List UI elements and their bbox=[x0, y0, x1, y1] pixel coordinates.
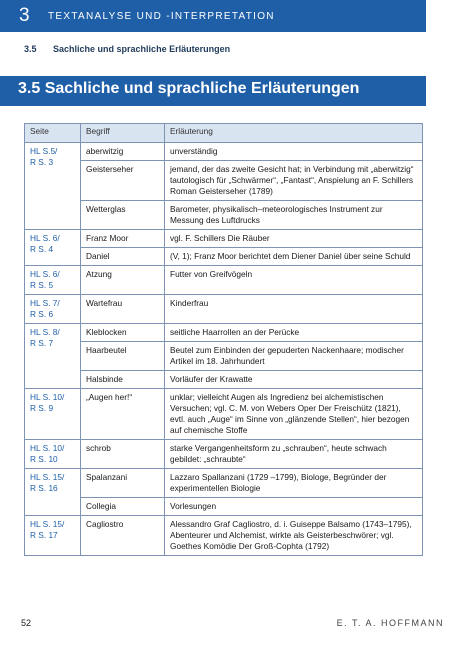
cell-erlaeuterung: Alessandro Graf Cagliostro, d. i. Guiseppe Balsamo (1743–1795), Abenteurer und Alchemist, wirkte als Geisterbeschwörer; vgl. Goethes Komödie Der Groß-Cophta (1792) bbox=[165, 516, 423, 556]
cell-begriff: Collegia bbox=[81, 498, 165, 516]
table-row bbox=[25, 440, 423, 469]
table-row bbox=[25, 295, 423, 324]
chapter-title: TEXTANALYSE UND -INTERPRETATION bbox=[48, 11, 275, 22]
section-number: 3.5 bbox=[24, 44, 37, 54]
table-row bbox=[25, 248, 423, 266]
cell-seite: HL S. 6/ R S. 5 bbox=[25, 266, 81, 295]
page-number: 52 bbox=[21, 618, 32, 628]
cell-erlaeuterung: Beutel zum Einbinden der gepuderten Nackenhaare; modischer Artikel im 18. Jahrhundert bbox=[165, 342, 423, 371]
table-row bbox=[25, 201, 423, 230]
cell-seite: HL S. 15/ R S. 16 bbox=[25, 469, 81, 516]
cell-erlaeuterung: Vorlesungen bbox=[165, 498, 423, 516]
cell-erlaeuterung: Barometer, physikalisch–meteorologisches Instrument zur Messung des Luftdrucks bbox=[165, 201, 423, 230]
cell-begriff: Wartefrau bbox=[81, 295, 165, 324]
column-header-seite: Seite bbox=[25, 124, 81, 143]
table-row bbox=[25, 161, 423, 201]
cell-seite: HL S.5/ R S. 3 bbox=[25, 143, 81, 230]
footer-author: E. T. A. HOFFMANN bbox=[336, 618, 444, 628]
cell-begriff: Kleblocken bbox=[81, 324, 165, 342]
column-header-begriff: Begriff bbox=[81, 124, 165, 143]
chapter-header-bar bbox=[0, 0, 426, 32]
table-row bbox=[25, 469, 423, 498]
cell-erlaeuterung: (V, 1); Franz Moor berichtet dem Diener Daniel über seine Schuld bbox=[165, 248, 423, 266]
glossary-table-body bbox=[25, 143, 423, 556]
table-row bbox=[25, 498, 423, 516]
cell-erlaeuterung: starke Vergangenheitsform zu „schrauben“, heute schwach gebildet: „schraubte“ bbox=[165, 440, 423, 469]
table-row bbox=[25, 324, 423, 342]
table-row bbox=[25, 230, 423, 248]
cell-seite: HL S. 15/ R S. 17 bbox=[25, 516, 81, 556]
section-subheading bbox=[24, 44, 230, 54]
cell-erlaeuterung: Kinderfrau bbox=[165, 295, 423, 324]
cell-begriff: Atzung bbox=[81, 266, 165, 295]
cell-erlaeuterung: Futter von Greifvögeln bbox=[165, 266, 423, 295]
cell-begriff: Spalanzani bbox=[81, 469, 165, 498]
cell-erlaeuterung: vgl. F. Schillers Die Räuber bbox=[165, 230, 423, 248]
cell-seite: HL S. 6/ R S. 4 bbox=[25, 230, 81, 266]
section-title: Sachliche und sprachliche Erläuterungen bbox=[53, 44, 231, 54]
cell-begriff: Franz Moor bbox=[81, 230, 165, 248]
cell-begriff: Haarbeutel bbox=[81, 342, 165, 371]
cell-begriff: Cagliostro bbox=[81, 516, 165, 556]
cell-erlaeuterung: Vorläufer der Krawatte bbox=[165, 371, 423, 389]
cell-begriff: Geisterseher bbox=[81, 161, 165, 201]
cell-erlaeuterung: seitliche Haarrollen an der Perücke bbox=[165, 324, 423, 342]
table-row bbox=[25, 342, 423, 371]
cell-begriff: aberwitzig bbox=[81, 143, 165, 161]
section-banner bbox=[0, 76, 426, 106]
cell-begriff: Halsbinde bbox=[81, 371, 165, 389]
glossary-table bbox=[24, 123, 423, 556]
cell-erlaeuterung: unverständig bbox=[165, 143, 423, 161]
cell-seite: HL S. 10/ R S. 10 bbox=[25, 440, 81, 469]
table-row bbox=[25, 389, 423, 440]
column-header-erlaeuterung: Erläuterung bbox=[165, 124, 423, 143]
table-row bbox=[25, 371, 423, 389]
cell-seite: HL S. 8/ R S. 7 bbox=[25, 324, 81, 389]
cell-begriff: „Augen her!“ bbox=[81, 389, 165, 440]
cell-begriff: schrob bbox=[81, 440, 165, 469]
cell-erlaeuterung: jemand, der das zweite Gesicht hat; in Verbindung mit „aberwitzig“ tautologisch für „Schwärmer“, „Fantast“, Anspielung an F. Schillers Roman Geisterseher (1789) bbox=[165, 161, 423, 201]
chapter-number: 3 bbox=[19, 5, 30, 26]
table-row bbox=[25, 266, 423, 295]
cell-seite: HL S. 10/ R S. 9 bbox=[25, 389, 81, 440]
cell-erlaeuterung: unklar; vielleicht Augen als Ingredienz bei alchemistischen Versuchen; vgl. C. M. von Webers Oper Der Freischütz (1821), evtl. auch „Auge“ im Sinne von „glänzende Stellen“, hier bezogen auf chemische Stoffe bbox=[165, 389, 423, 440]
cell-seite: HL S. 7/ R S. 6 bbox=[25, 295, 81, 324]
table-header-row bbox=[25, 124, 423, 143]
cell-begriff: Daniel bbox=[81, 248, 165, 266]
table-row bbox=[25, 143, 423, 161]
section-banner-title: 3.5 Sachliche und sprachliche Erläuterungen bbox=[18, 80, 360, 97]
table-row bbox=[25, 516, 423, 556]
cell-begriff: Wetterglas bbox=[81, 201, 165, 230]
cell-erlaeuterung: Lazzaro Spallanzani (1729 –1799), Biologe, Begründer der experimentellen Biologie bbox=[165, 469, 423, 498]
